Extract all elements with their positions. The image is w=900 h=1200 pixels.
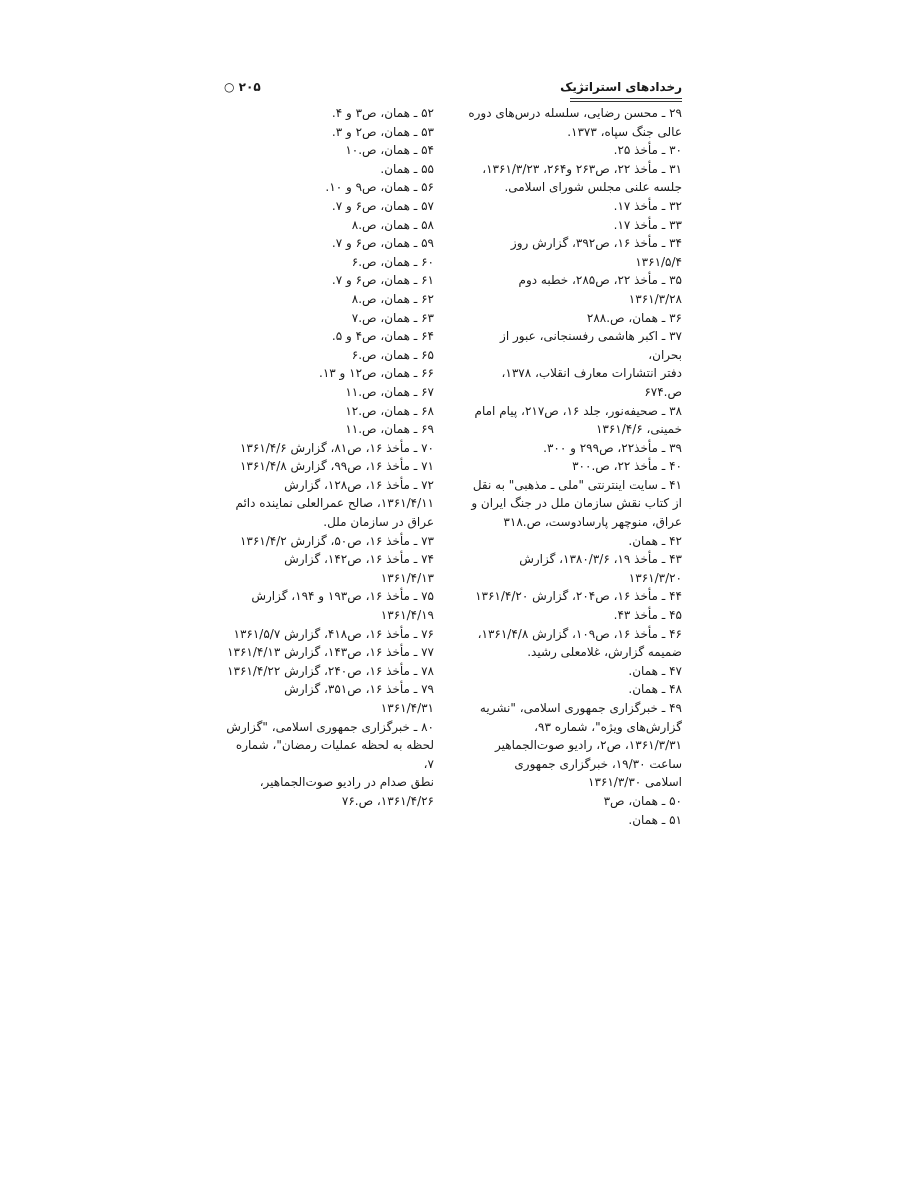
- note-60: ۶۰ ـ همان، ص.۶: [351, 254, 434, 269]
- note-67: ۶۷ ـ همان، ص.۱۱: [345, 384, 434, 399]
- header-rule: [570, 98, 682, 99]
- note-62: ۶۲ ـ همان، ص.۸: [351, 291, 434, 306]
- note-51: ۵۱ ـ همان.: [628, 812, 682, 827]
- note-34: ۳۴ ـ مأخذ ۱۶، ص۳۹۲، گزارش روز ۱۳۶۱/۵/۴: [510, 236, 682, 269]
- note-42: ۴۲ ـ همان.: [628, 533, 682, 548]
- note-78: ۷۸ ـ مأخذ ۱۶، ص۲۴۰، گزارش ۱۳۶۱/۴/۲۲: [227, 663, 434, 678]
- note-32: ۳۲ ـ مأخذ ۱۷.: [613, 198, 682, 213]
- circle-separator-icon: ○: [224, 80, 235, 94]
- note-70: ۷۰ ـ مأخذ ۱۶، ص۸۱، گزارش ۱۳۶۱/۴/۶: [239, 440, 434, 455]
- note-58: ۵۸ ـ همان، ص.۸: [351, 217, 434, 232]
- note-53: ۵۳ ـ همان، ص۲ و ۳.: [331, 124, 434, 139]
- note-50: ۵۰ ـ همان، ص۳: [603, 793, 682, 808]
- note-68: ۶۸ ـ همان، ص.۱۲: [345, 403, 434, 418]
- note-55: ۵۵ ـ همان.: [380, 161, 434, 176]
- note-56: ۵۶ ـ همان، ص۹ و ۱۰.: [325, 180, 434, 195]
- note-43: ۴۳ ـ مأخذ ۱۹، ۱۳۸۰/۳/۶، گزارش ۱۳۶۱/۳/۲۰: [519, 552, 682, 585]
- note-47: ۴۷ ـ همان.: [628, 663, 682, 678]
- page-number: ۲۰۵: [238, 80, 261, 94]
- header-rule-second: [570, 101, 682, 102]
- note-40: ۴۰ ـ مأخذ ۲۲، ص.۳۰۰: [572, 459, 682, 474]
- note-41: ۴۱ ـ سایت اینترنتی "ملی ـ مذهبی" به نقل از کتاب نقش سازمان ملل در جنگ ایران و عراق، منوچهر پارسادوست، ص.۳۱۸: [471, 477, 682, 530]
- note-46: ۴۶ ـ مأخذ ۱۶، ص۱۰۹، گزارش ۱۳۶۱/۴/۸، ضمیمه گزارش، غلامعلی رشید.: [477, 626, 682, 660]
- page-number-group: [224, 80, 261, 94]
- notes-column-left: [224, 104, 434, 811]
- note-64: ۶۴ ـ همان، ص۴ و ۵.: [331, 329, 434, 344]
- note-30: ۳۰ ـ مأخذ ۲۵.: [613, 143, 682, 158]
- note-57: ۵۷ ـ همان، ص۶ و ۷.: [331, 198, 434, 213]
- note-72: ۷۲ ـ مأخذ ۱۶، ص۱۲۸، گزارش ۱۳۶۱/۴/۱۱، صالح عمرالعلی نماینده دائم عراق در سازمان ملل.: [235, 477, 434, 530]
- note-69: ۶۹ ـ همان، ص.۱۱: [345, 422, 434, 437]
- running-title: رخدادهای استراتژیک: [560, 80, 682, 94]
- note-37: ۳۷ ـ اکبر هاشمی رفسنجانی، عبور از بحران، دفتر انتشارات معارف انقلاب، ۱۳۷۸، ص.۶۷۴: [500, 329, 682, 399]
- note-63: ۶۳ ـ همان، ص.۷: [351, 310, 434, 325]
- note-79: ۷۹ ـ مأخذ ۱۶، ص۳۵۱، گزارش ۱۳۶۱/۴/۳۱: [284, 682, 434, 715]
- note-31: ۳۱ ـ مأخذ ۲۲، ص۲۶۳ و۲۶۴، ۱۳۶۱/۳/۲۳، جلسه علنی مجلس شورای اسلامی.: [482, 161, 682, 195]
- note-39: ۳۹ ـ مأخذ۲۲، ص۲۹۹ و ۳۰۰.: [543, 440, 682, 455]
- page-header: [224, 80, 682, 102]
- note-52: ۵۲ ـ همان، ص۳ و ۴.: [331, 106, 434, 120]
- note-61: ۶۱ ـ همان، ص۶ و ۷.: [331, 273, 434, 288]
- note-45: ۴۵ ـ مأخذ ۴۳.: [613, 608, 682, 623]
- notes-column-right: [464, 104, 682, 829]
- note-59: ۵۹ ـ همان، ص۶ و ۷.: [331, 236, 434, 251]
- note-73: ۷۳ ـ مأخذ ۱۶، ص۵۰، گزارش ۱۳۶۱/۴/۲: [239, 533, 434, 548]
- note-75: ۷۵ ـ مأخذ ۱۶، ص۱۹۳ و ۱۹۴، گزارش ۱۳۶۱/۴/۱۹: [251, 589, 434, 623]
- note-33: ۳۳ ـ مأخذ ۱۷.: [613, 217, 682, 232]
- note-48: ۴۸ ـ همان.: [628, 682, 682, 697]
- note-76: ۷۶ ـ مأخذ ۱۶، ص۴۱۸، گزارش ۱۳۶۱/۵/۷: [233, 626, 434, 641]
- note-77: ۷۷ ـ مأخذ ۱۶، ص۱۴۳، گزارش ۱۳۶۱/۴/۱۳: [227, 645, 434, 660]
- note-66: ۶۶ ـ همان، ص۱۲ و ۱۳.: [318, 366, 434, 381]
- note-65: ۶۵ ـ همان، ص.۶: [351, 347, 434, 362]
- note-54: ۵۴ ـ همان، ص.۱۰: [345, 143, 434, 158]
- note-29: ۲۹ ـ محسن رضایی، سلسله درس‌های دوره عالی جنگ سپاه، ۱۳۷۳.: [468, 106, 682, 139]
- note-35: ۳۵ ـ مأخذ ۲۲، ص۲۸۵، خطبه دوم ۱۳۶۱/۳/۲۸: [518, 273, 682, 306]
- note-49: ۴۹ ـ خبرگزاری جمهوری اسلامی، "نشریه گزارش‌های ویژه"، شماره ۹۳، ۱۳۶۱/۳/۳۱، ص۲، رادیو صوت‌الجماهیر ساعت ۱۹/۳۰، خبرگزاری جمهوری اسلامی ۱۳۶۱/۳/۳۰: [479, 701, 682, 790]
- note-74: ۷۴ ـ مأخذ ۱۶، ص۱۴۲، گزارش ۱۳۶۱/۴/۱۳: [284, 552, 434, 585]
- note-36: ۳۶ ـ همان، ص.۲۸۸: [586, 310, 682, 325]
- note-38: ۳۸ ـ صحیفه‌نور، جلد ۱۶، ص۲۱۷، پیام امام خمینی، ۱۳۶۱/۴/۶: [474, 403, 682, 437]
- note-44: ۴۴ ـ مأخذ ۱۶، ص۲۰۴، گزارش ۱۳۶۱/۴/۲۰: [475, 589, 682, 604]
- note-80: ۸۰ ـ خبرگزاری جمهوری اسلامی، "گزارش لحظه به لحظه عملیات رمضان"، شماره ۷، نطق صدام در رادیو صوت‌الجماهیر، ۱۳۶۱/۴/۲۶، ص.۷۶: [226, 719, 434, 808]
- note-71: ۷۱ ـ مأخذ ۱۶، ص۹۹، گزارش ۱۳۶۱/۴/۸: [239, 459, 434, 474]
